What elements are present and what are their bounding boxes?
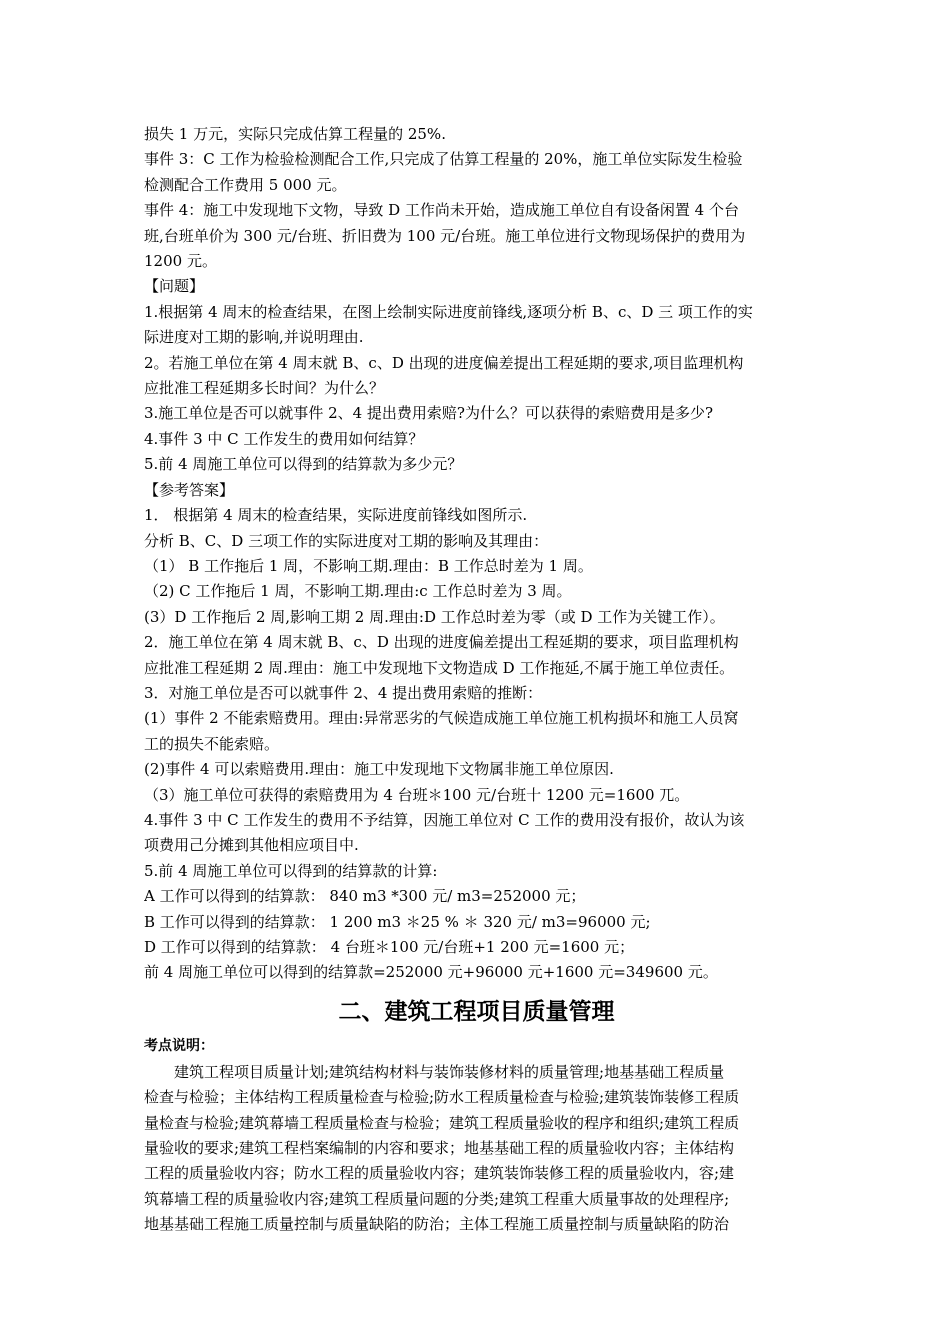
text-line: 5.前 4 周施工单位可以得到的结算款的计算: (144, 861, 438, 880)
paragraph-line: 检查与检验；主体结构工程质量检查与检验;防水工程质量检查与检验;建筑装饰装修工程质 (144, 1088, 740, 1107)
text-line: 前 4 周施工单位可以得到的结算款=252000 元+96000 元+1600 元=349600 元。 (144, 963, 718, 982)
text-line: 4.事件 3 中 C 工作发生的费用如何结算？ (144, 429, 424, 448)
text-line: 事件 3：C 工作为检验检测配合工作,只完成了估算工程量的 20%，施工单位实际发生检验 (144, 150, 743, 169)
text-line: 应批准工程延期 2 周.理由：施工中发现地下文物造成 D 工作拖延,不属于施工单位责任。 (144, 658, 735, 677)
text-line: 损失 1 万元，实际只完成估算工程量的 25%. (144, 125, 446, 143)
text-line: (3）D 工作拖后 2 周,影响工期 2 周.理由:D 工作总时差为零（或 D 工作为关键工作）。 (144, 607, 725, 626)
text-line: 项费用己分摊到其他相应项目中. (144, 836, 359, 855)
text-line: D 工作可以得到的结算款： 4 台班＊100 元/台班+1 200 元=1600 元； (144, 938, 635, 956)
document-body (144, 122, 809, 1238)
paragraph-line: 量检查与检验;建筑幕墙工程质量检查与检验；建筑工程质量验收的程序和组织;建筑工程质 (144, 1113, 740, 1132)
text-line: (2)事件 4 可以索赔费用.理由：施工中发现地下文物属非施工单位原因. (144, 760, 614, 779)
paragraph-line: 建筑工程项目质量计划;建筑结构材料与装饰装修材料的质量管理;地基基础工程质量 (174, 1062, 725, 1081)
text-line: 4.事件 3 中 C 工作发生的费用不予结算，因施工单位对 C 工作的费用没有报价，故认为该 (144, 810, 745, 829)
text-line: （2) C 工作拖后 1 周，不影响工期.理由:c 工作总时差为 3 周。 (144, 582, 572, 601)
text-line: 分析 B、C、D 三项工作的实际进度对工期的影响及其理由： (144, 531, 549, 550)
text-line: 事件 4：施工中发现地下文物，导致 D 工作尚未开始，造成施工单位自有设备闲置 4 个台 (144, 201, 739, 220)
text-line: A 工作可以得到的结算款： 840 m3 *300 元/ m3=252000 元； (144, 887, 586, 906)
paragraph-line: 工程的质量验收内容；防水工程的质量验收内容；建筑装饰装修工程的质量验收内，容;建 (144, 1164, 735, 1183)
key-points-label: 考点说明： (144, 1037, 214, 1054)
text-line: 3.施工单位是否可以就事件 2、4 提出费用索赔?为什么？可以获得的索赔费用是多少? (144, 404, 714, 423)
text-line: 班,台班单价为 300 元/台班、折旧费为 100 元/台班。施工单位进行文物现场保护的费用为 (144, 226, 746, 245)
question-heading: 【问题】 (144, 277, 205, 296)
text-line: 检测配合工作费用 5 000 元。 (144, 175, 347, 194)
text-line: 2。若施工单位在第 4 周末就 B、c、D 出现的进度偏差提出工程延期的要求,项目监理机构 (144, 353, 744, 372)
answer-heading: 【参考答案】 (144, 480, 235, 499)
answer-text-block (144, 122, 809, 986)
text-line: 应批准工程延期多长时间？为什么？ (144, 379, 385, 398)
key-points-paragraph (144, 1060, 809, 1238)
text-line: 2．施工单位在第 4 周末就 B、c、D 出现的进度偏差提出工程延期的要求，项目监理机构 (144, 633, 739, 652)
text-line: 工的损失不能索赔。 (144, 734, 280, 753)
paragraph-line: 量验收的要求;建筑工程档案编制的内容和要求；地基基础工程的质量验收内容；主体结构 (144, 1139, 735, 1158)
text-line: (1）事件 2 不能索赔费用。理由:异常恶劣的气候造成施工单位施工机构损坏和施工人员窝 (144, 709, 739, 728)
text-line: 际进度对工期的影响,并说明理由. (144, 328, 364, 347)
text-line: 3．对施工单位是否可以就事件 2、4 提出费用索赔的推断： (144, 683, 543, 702)
text-line: 1． 根据第 4 周末的检查结果，实际进度前锋线如图所示. (144, 506, 528, 525)
text-line: （3）施工单位可获得的索赔费用为 4 台班＊100 元/台班十 1200 元=1600 兀。 (144, 785, 690, 804)
text-line: 1200 元。 (144, 252, 217, 271)
paragraph-line: 地基基础工程施工质量控制与质量缺陷的防治；主体工程施工质量控制与质量缺陷的防治 (144, 1215, 730, 1234)
text-line: B 工作可以得到的结算款： 1 200 m3 ＊25 % ＊ 320 元/ m3=96000 元; (144, 912, 651, 931)
text-line: （1） B 工作拖后 1 周，不影响工期.理由：B 工作总时差为 1 周。 (144, 556, 593, 575)
section-title: 二、建筑工程项目质量管理 (338, 998, 615, 1025)
text-line: 1.根据第 4 周末的检查结果，在图上绘制实际进度前锋线,逐项分析 B、c、D 三 项工作的实 (144, 302, 753, 321)
text-line: 5.前 4 周施工单位可以得到的结算款为多少元？ (144, 455, 463, 474)
paragraph-line: 筑幕墙工程的质量验收内容;建筑工程质量问题的分类;建筑工程重大质量事故的处理程序; (144, 1189, 730, 1208)
